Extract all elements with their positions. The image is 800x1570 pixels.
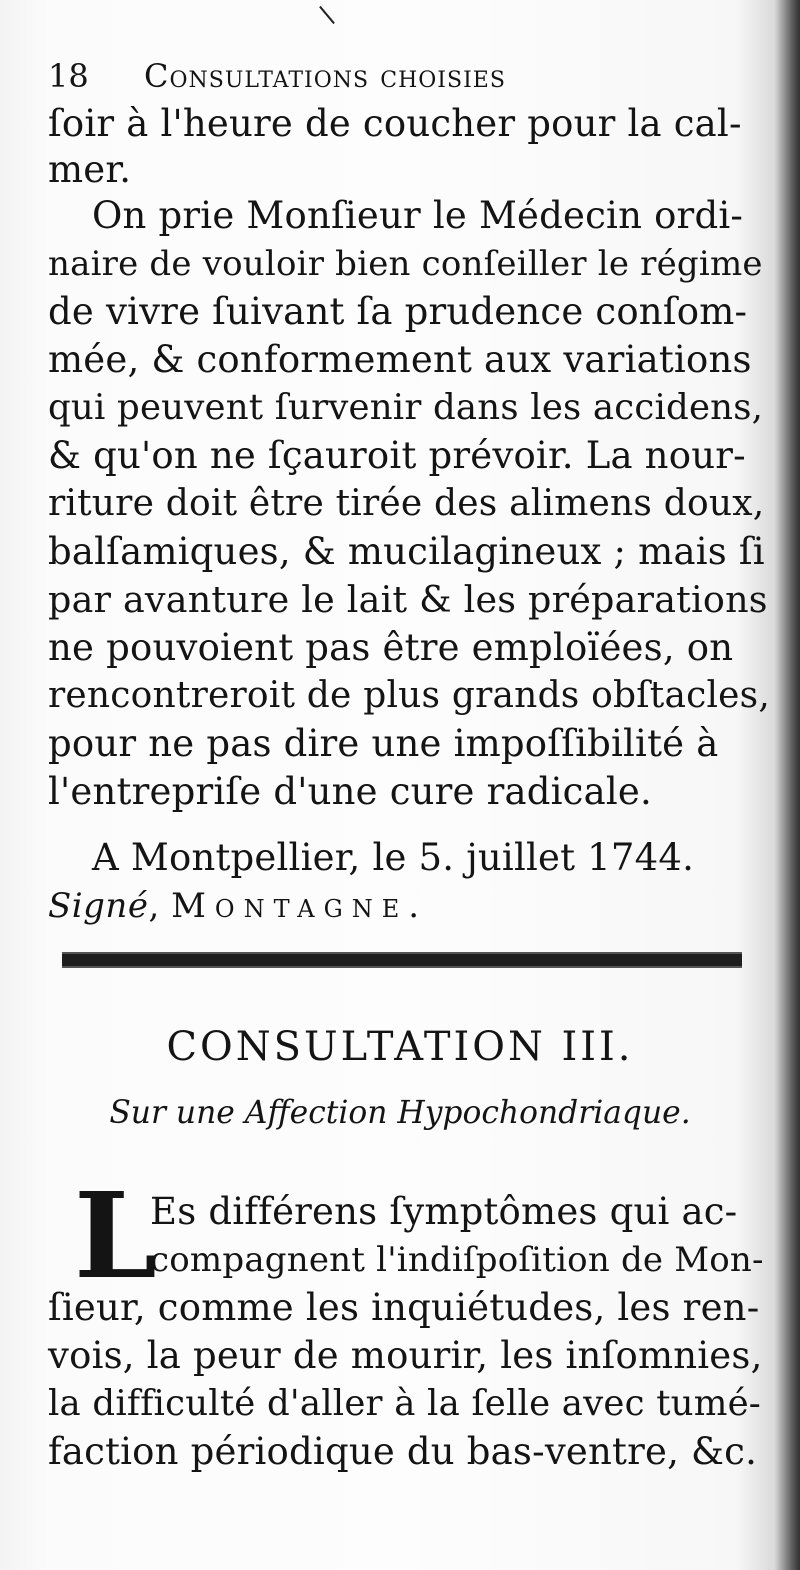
text-line: pour ne pas dire une impoſſibilité à: [48, 722, 719, 765]
signature-line: Signé, Montagne.: [48, 886, 429, 926]
text-line: l'entrepriſe d'une cure radicale.: [48, 770, 652, 813]
section-subtitle: Sur une Affection Hypochondriaque.: [109, 1095, 691, 1131]
drop-cap: L: [74, 1166, 157, 1305]
page-gutter-shadow: [774, 0, 800, 1570]
text-line: compagnent l'indiſpoſition de Mon-: [150, 1240, 764, 1280]
text-line: balſamiques, & mucilagineux ; mais ſi: [48, 530, 765, 573]
section-divider-rule: [62, 952, 742, 968]
text-line: On prie Monſieur le Médecin ordi-: [92, 194, 744, 237]
section-title: CONSULTATION III.: [166, 1024, 634, 1070]
text-line: la difficulté d'aller à la ſelle avec tumé-: [48, 1383, 761, 1424]
text-line: vois, la peur de mourir, les inſomnies,: [48, 1334, 763, 1377]
page-number: 18: [48, 57, 89, 95]
text-line: de vivre ſuivant ſa prudence conſom-: [48, 290, 748, 333]
text-line: par avanture le lait & les préparations: [48, 578, 768, 621]
signer-name: Montagne.: [171, 886, 429, 926]
text-line: rencontreroit de plus grands obſtacles,: [48, 675, 770, 716]
text-line: & qu'on ne ſçauroit prévoir. La nour-: [48, 434, 746, 477]
running-header: [48, 56, 506, 96]
text-line: ne pouvoient pas être emploïées, on: [48, 626, 734, 669]
signature-place-date: A Montpellier, le 5. juillet 1744.: [92, 836, 695, 879]
text-line: mée, & conformement aux variations: [48, 338, 752, 381]
running-head-title: Consultations choisies: [144, 57, 506, 95]
text-line: Es différens ſymptômes qui ac-: [150, 1190, 738, 1233]
text-line: faction périodique du bas-ventre, &c.: [48, 1430, 758, 1473]
text-line: riture doit être tirée des alimens doux,: [48, 483, 765, 524]
page-mark: [319, 6, 335, 24]
signed-label: Signé: [48, 886, 149, 926]
text-line: naire de vouloir bien conſeiller le régime: [48, 244, 763, 284]
text-line: ſoir à l'heure de coucher pour la cal-: [48, 102, 742, 145]
text-line: qui peuvent ſurvenir dans les accidens,: [48, 387, 764, 428]
text-line: mer.: [48, 148, 132, 191]
text-line: ſieur, comme les inquiétudes, les ren-: [48, 1286, 760, 1329]
